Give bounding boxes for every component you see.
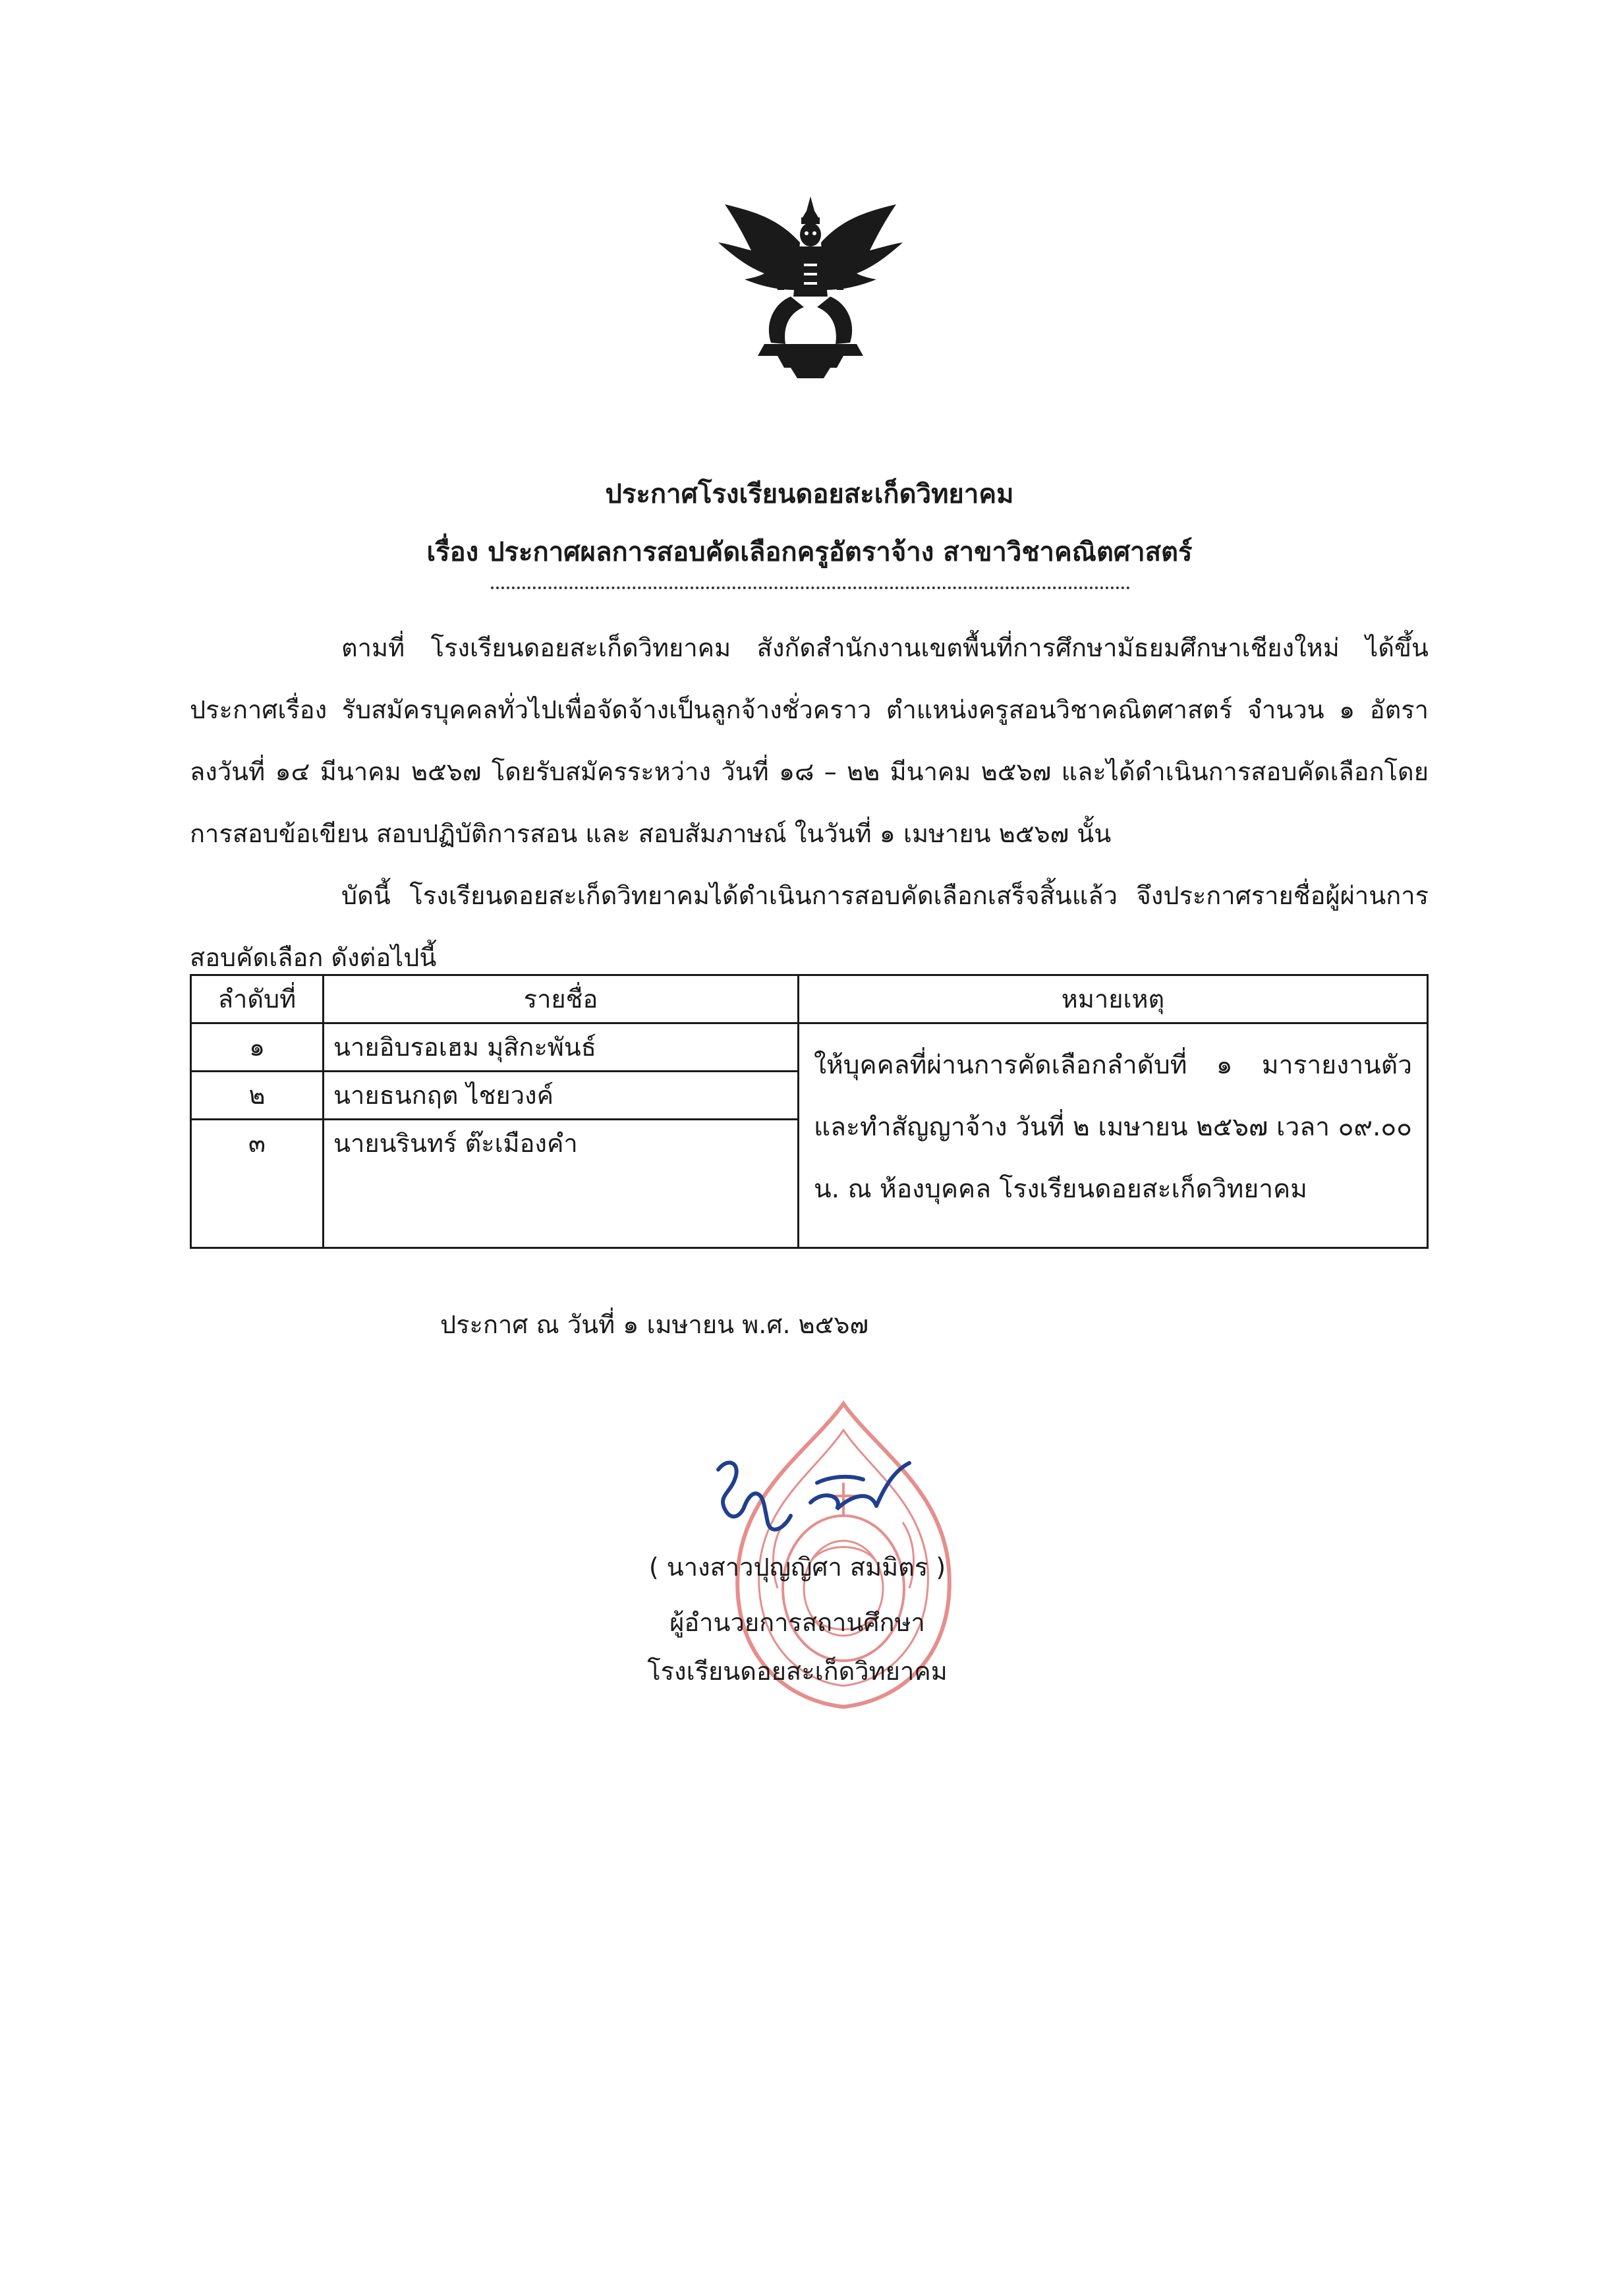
header-remark: หมายเหตุ bbox=[799, 975, 1428, 1023]
signer-position: ผู้อำนวยการสถานศึกษา bbox=[669, 1608, 925, 1637]
remark-cell: ให้บุคคลที่ผ่านการคัดเลือกลำดับที่ ๑ มารายงานตัว และทำสัญญาจ้าง วันที่ ๒ เมษายน ๒๕๖๗ เวลา ๐๙.๐๐ น. ณ ห้องบุคคล โรงเรียนดอยสะเก็ดวิทยาคม bbox=[799, 1023, 1428, 1248]
results-table bbox=[190, 974, 1429, 1249]
announce-date: ประกาศ ณ วันที่ ๑ เมษายน พ.ศ. ๒๕๖๗ bbox=[440, 1310, 869, 1339]
row-order: ๓ bbox=[191, 1120, 324, 1248]
header-name: รายชื่อ bbox=[324, 975, 799, 1023]
announcement-subject: เรื่อง ประกาศผลการสอบคัดเลือกครูอัตราจ้าง สาขาวิชาคณิตศาสตร์ bbox=[426, 537, 1193, 567]
row-order: ๑ bbox=[191, 1023, 324, 1072]
table-row bbox=[191, 1023, 1428, 1072]
row-name: นายนรินทร์ ต๊ะเมืองคำ bbox=[324, 1120, 799, 1248]
row-name: นายธนกฤต ไชยวงค์ bbox=[324, 1072, 799, 1120]
dotted-divider bbox=[491, 587, 1130, 589]
header-order: ลำดับที่ bbox=[191, 975, 324, 1023]
signer-organization: โรงเรียนดอยสะเก็ดวิทยาคม bbox=[647, 1657, 948, 1686]
row-order: ๒ bbox=[191, 1072, 324, 1120]
signer-name: ( นางสาวปุญญิศา สมมิตร ) bbox=[648, 1553, 946, 1582]
body-paragraph-2: บัดนี้ โรงเรียนดอยสะเก็ดวิทยาคมได้ดำเนินการสอบคัดเลือกเสร็จสิ้นแล้ว จึงประกาศรายชื่อผู้ผ่านการสอบคัดเลือก ดังต่อไปนี้ bbox=[190, 881, 1429, 972]
garuda-emblem-icon bbox=[712, 191, 909, 382]
row-name: นายอิบรอเฮม มุสิกะพันธ์ bbox=[324, 1023, 799, 1072]
signature-icon bbox=[679, 1443, 955, 1555]
table-header-row bbox=[191, 975, 1428, 1023]
body-paragraph-1: ตามที่ โรงเรียนดอยสะเก็ดวิทยาคม สังกัดสำนักงานเขตพื้นที่การศึกษามัธยมศึกษาเชียงใหม่ ได้ขึ้นประกาศเรื่อง รับสมัครบุคคลทั่วไปเพื่อจัดจ้างเป็นลูกจ้างชั่วคราว ตำแหน่งครูสอนวิชาคณิตศาสตร์ จำนวน ๑ อัตรา ลงวันที่ ๑๔ มีนาคม ๒๕๖๗ โดยรับสมัครระหว่าง วันที่ ๑๘ – ๒๒ มีนาคม ๒๕๖๗ และได้ดำเนินการสอบคัดเลือกโดยการสอบข้อเขียน สอบปฏิบัติการสอน และ สอบสัมภาษณ์ ในวันที่ ๑ เมษายน ๒๕๖๗ นั้น bbox=[190, 633, 1429, 848]
announcement-title: ประกาศโรงเรียนดอยสะเก็ดวิทยาคม bbox=[605, 479, 1014, 509]
